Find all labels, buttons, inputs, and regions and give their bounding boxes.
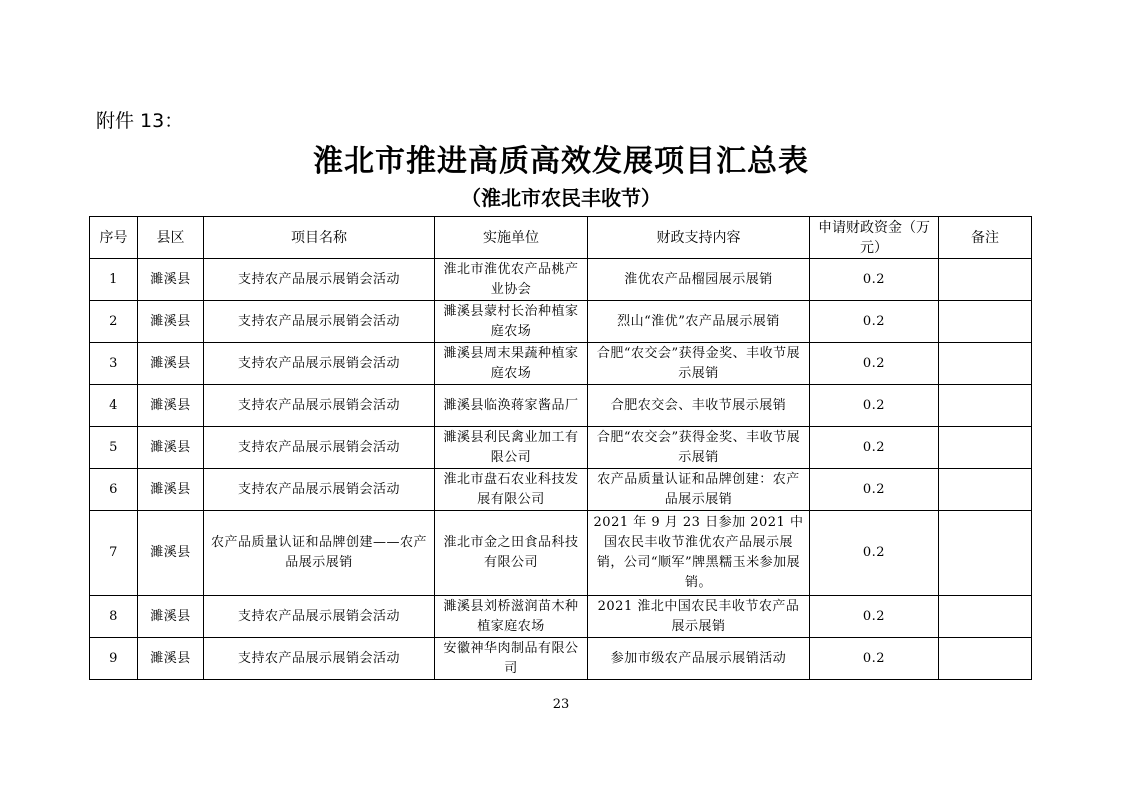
cell-unit: 濉溪县利民禽业加工有限公司 (435, 427, 588, 469)
cell-project: 支持农产品展示展销会活动 (204, 301, 435, 343)
cell-no: 9 (90, 638, 138, 680)
cell-project: 支持农产品展示展销会活动 (204, 385, 435, 427)
table-row (90, 343, 1032, 385)
table-row (90, 301, 1032, 343)
cell-county: 濉溪县 (138, 385, 204, 427)
table-header-row (90, 217, 1032, 259)
table-row (90, 469, 1032, 511)
cell-no: 1 (90, 259, 138, 301)
cell-county: 濉溪县 (138, 511, 204, 596)
cell-project: 支持农产品展示展销会活动 (204, 259, 435, 301)
summary-table (89, 216, 1032, 680)
page-number: 23 (552, 697, 570, 712)
cell-unit: 淮北市盘石农业科技发展有限公司 (435, 469, 588, 511)
cell-unit: 淮北市淮优农产品桃产业协会 (435, 259, 588, 301)
cell-note (939, 596, 1032, 638)
cell-project: 农产品质量认证和品牌创建——农产品展示展销 (204, 511, 435, 596)
cell-note (939, 511, 1032, 596)
cell-amount: 0.2 (810, 511, 939, 596)
col-header-project: 项目名称 (204, 217, 435, 259)
col-header-amount: 申请财政资金（万元） (810, 217, 939, 259)
cell-content: 合肥“农交会”获得金奖、丰收节展示展销 (588, 427, 810, 469)
cell-unit: 安徽神华肉制品有限公司 (435, 638, 588, 680)
table-row (90, 596, 1032, 638)
cell-note (939, 259, 1032, 301)
cell-amount: 0.2 (810, 259, 939, 301)
cell-amount: 0.2 (810, 596, 939, 638)
cell-project: 支持农产品展示展销会活动 (204, 427, 435, 469)
cell-content: 2021 淮北中国农民丰收节农产品展示展销 (588, 596, 810, 638)
cell-unit: 淮北市金之田食品科技有限公司 (435, 511, 588, 596)
cell-project: 支持农产品展示展销会活动 (204, 343, 435, 385)
cell-amount: 0.2 (810, 469, 939, 511)
cell-amount: 0.2 (810, 343, 939, 385)
cell-content: 合肥农交会、丰收节展示展销 (588, 385, 810, 427)
cell-project: 支持农产品展示展销会活动 (204, 596, 435, 638)
cell-amount: 0.2 (810, 301, 939, 343)
cell-no: 3 (90, 343, 138, 385)
col-header-county: 县区 (138, 217, 204, 259)
cell-project: 支持农产品展示展销会活动 (204, 469, 435, 511)
cell-amount: 0.2 (810, 385, 939, 427)
cell-note (939, 343, 1032, 385)
cell-no: 8 (90, 596, 138, 638)
cell-unit: 濉溪县临涣蒋家酱品厂 (435, 385, 588, 427)
cell-no: 2 (90, 301, 138, 343)
cell-content: 烈山“淮优”农产品展示展销 (588, 301, 810, 343)
col-header-note: 备注 (939, 217, 1032, 259)
cell-county: 濉溪县 (138, 259, 204, 301)
cell-no: 5 (90, 427, 138, 469)
cell-no: 6 (90, 469, 138, 511)
cell-content: 2021 年 9 月 23 日参加 2021 中国农民丰收节淮优农产品展示展销，公司“顺军”牌黑糯玉米参加展销。 (588, 511, 810, 596)
cell-unit: 濉溪县周末果蔬种植家庭农场 (435, 343, 588, 385)
cell-content: 淮优农产品榴园展示展销 (588, 259, 810, 301)
table-row (90, 427, 1032, 469)
col-header-no: 序号 (90, 217, 138, 259)
cell-amount: 0.2 (810, 427, 939, 469)
cell-note (939, 301, 1032, 343)
attachment-label: 附件 13： (96, 110, 184, 132)
cell-content: 合肥“农交会”获得金奖、丰收节展示展销 (588, 343, 810, 385)
cell-unit: 濉溪县刘桥滋润苗木种植家庭农场 (435, 596, 588, 638)
cell-county: 濉溪县 (138, 301, 204, 343)
table-row (90, 385, 1032, 427)
cell-content: 农产品质量认证和品牌创建：农产品展示展销 (588, 469, 810, 511)
table-row (90, 511, 1032, 596)
cell-county: 濉溪县 (138, 343, 204, 385)
cell-amount: 0.2 (810, 638, 939, 680)
cell-content: 参加市级农产品展示展销活动 (588, 638, 810, 680)
cell-no: 4 (90, 385, 138, 427)
cell-note (939, 469, 1032, 511)
cell-county: 濉溪县 (138, 427, 204, 469)
table-row (90, 638, 1032, 680)
col-header-content: 财政支持内容 (588, 217, 810, 259)
cell-county: 濉溪县 (138, 638, 204, 680)
cell-note (939, 427, 1032, 469)
page-subtitle: （淮北市农民丰收节） (461, 186, 661, 210)
table-row (90, 259, 1032, 301)
cell-note (939, 638, 1032, 680)
cell-county: 濉溪县 (138, 469, 204, 511)
cell-note (939, 385, 1032, 427)
cell-no: 7 (90, 511, 138, 596)
page-title: 淮北市推进高质高效发展项目汇总表 (313, 144, 809, 179)
cell-project: 支持农产品展示展销会活动 (204, 638, 435, 680)
cell-unit: 濉溪县蒙村长治种植家庭农场 (435, 301, 588, 343)
col-header-unit: 实施单位 (435, 217, 588, 259)
cell-county: 濉溪县 (138, 596, 204, 638)
